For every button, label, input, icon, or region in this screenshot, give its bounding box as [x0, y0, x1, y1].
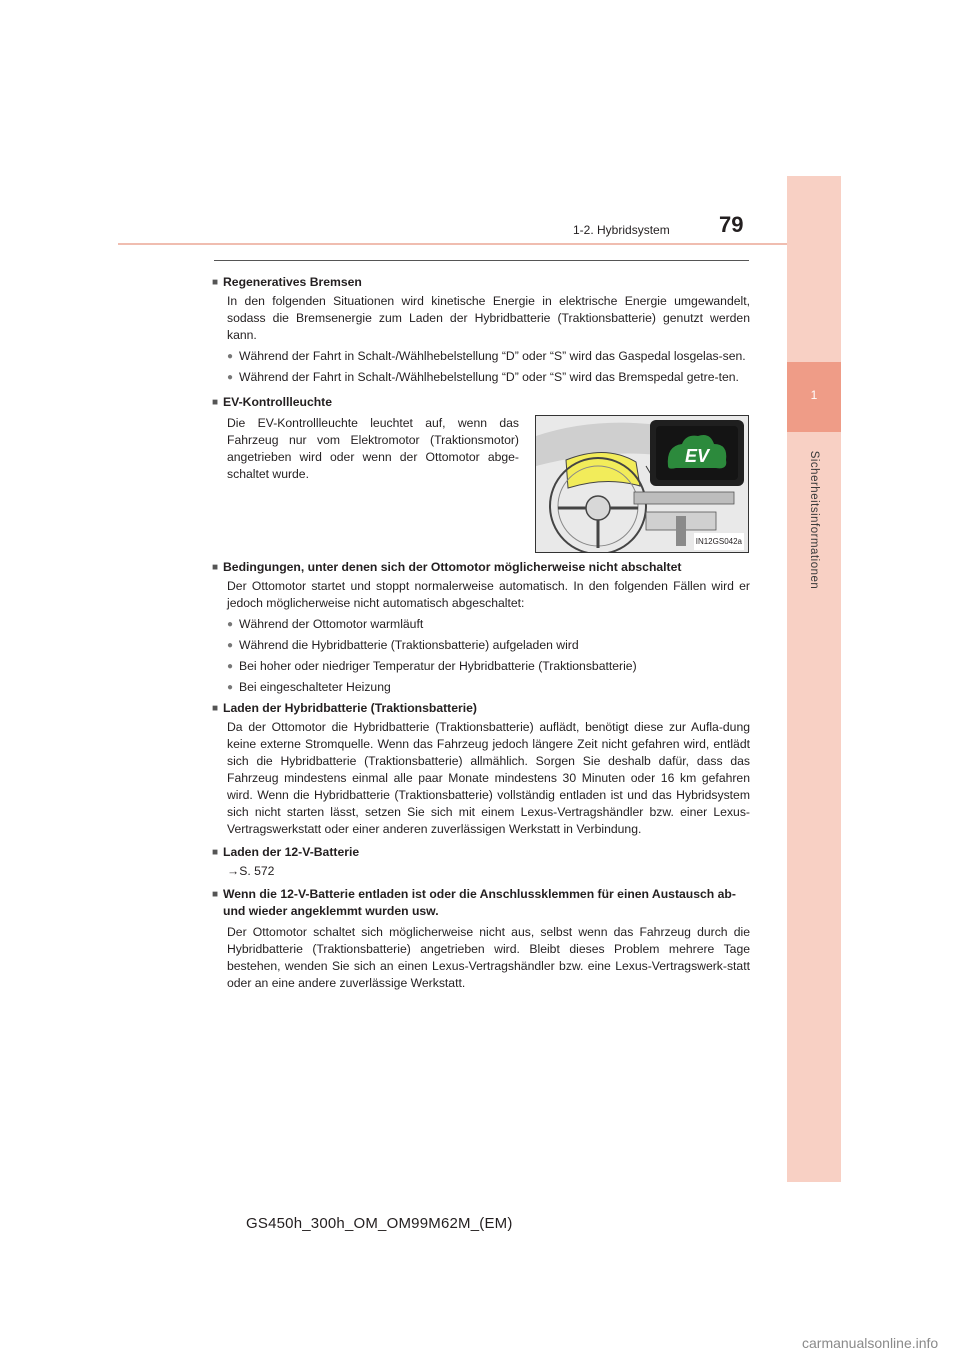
paragraph: Der Ottomotor startet und stoppt normalerweise automatisch. In den folgenden Fällen wird er jedoch möglicherweise nicht automatisch abgeschaltet: [227, 579, 750, 610]
section-heading-text: EV-Kontrollleuchte [223, 395, 333, 409]
square-bullet-icon: ■ [212, 847, 219, 858]
list-item [227, 658, 750, 675]
list-item-text: Während der Fahrt in Schalt-/Wählhebelstellung “D” oder “S” wird das Bremspedal getre-ten. [239, 370, 739, 384]
paragraph: Die EV-Kontrollleuchte leuchtet auf, wenn das Fahrzeug nur vom Elektromotor (Traktionsmotor) angetrieben wird oder wenn der Ottomotor abge-schaltet wurde. [227, 416, 519, 481]
section-heading-text: Regeneratives Bremsen [223, 275, 362, 289]
ev-indicator-label: EV [684, 446, 710, 466]
circle-bullet-icon: ● [227, 619, 234, 630]
circle-bullet-icon: ● [227, 682, 234, 693]
list-item-text: Bei eingeschalteter Heizung [239, 680, 391, 694]
section-heading [212, 700, 750, 717]
list-item [227, 616, 750, 633]
ev-block [212, 413, 750, 553]
circle-bullet-icon: ● [227, 661, 234, 672]
content-rule [214, 260, 749, 261]
ev-indicator-figure [535, 415, 749, 553]
side-tab [787, 176, 841, 1182]
page-content [212, 270, 750, 992]
chapter-title: Sicherheitsinformationen [808, 450, 820, 590]
paragraph: Da der Ottomotor die Hybridbatterie (Traktionsbatterie) auflädt, benötigt diese zur Aufla-dung keine externe Stromquelle. Wenn das Fahrzeug jedoch längere Zeit nicht gefahren wird, entlädt sich die Hybridbatterie (Traktionsbatterie) allmählich. Sorgen Sie deshalb dafür, dass das Fahrzeug mindestens einmal alle paar Monate mindestens 30 Minuten oder 16 km gefahren wird. Wenn die Hybridbatterie (Traktionsbatterie) vollständig entladen ist und das Hybridsystem sich nicht starten lässt, setzen Sie sich mit einem Lexus-Vertragshändler bzw. einer Lexus-Vertragswerkstatt oder einer anderen zuverlässigen Werkstatt in Verbindung. [227, 720, 750, 836]
section-heading [212, 886, 750, 920]
dashboard-illustration [536, 416, 748, 552]
circle-bullet-icon: ● [227, 640, 234, 651]
list-item-text: Bei hoher oder niedriger Temperatur der Hybridbatterie (Traktionsbatterie) [239, 659, 637, 673]
paragraph: Der Ottomotor schaltet sich möglicherweise nicht aus, selbst wenn das Fahrzeug durch die Hybridbatterie (Traktionsbatterie) angetrieben wird. Bleibt dieses Problem mehrere Tage bestehen, wenden Sie sich an einen Lexus-Vertragshändler bzw. eine Lexus-Vertragswerk-statt oder an eine andere zuverlässige Werkstatt. [227, 925, 750, 990]
list-item [227, 637, 750, 654]
circle-bullet-icon: ● [227, 372, 234, 383]
square-bullet-icon: ■ [212, 562, 219, 573]
watermark: carmanualsonline.info [802, 1335, 939, 1351]
section-heading [212, 559, 750, 576]
section-heading-text: Laden der Hybridbatterie (Traktionsbatterie) [223, 701, 477, 715]
running-head: 1-2. Hybridsystem [573, 223, 670, 237]
section-heading-text: Wenn die 12-V-Batterie entladen ist oder die Anschlussklemmen für einen Austausch ab- und wieder angeklemmt wurden usw. [223, 887, 736, 918]
section-heading-text: Laden der 12-V-Batterie [223, 845, 360, 859]
header-divider [118, 243, 787, 245]
list-item-text: Während der Ottomotor warmläuft [239, 617, 424, 631]
list-item [227, 679, 750, 696]
section-heading-text: Bedingungen, unter denen sich der Ottomotor möglicherweise nicht abschaltet [223, 560, 682, 574]
square-bullet-icon: ■ [212, 397, 219, 408]
chapter-number: 1 [810, 388, 818, 402]
square-bullet-icon: ■ [212, 889, 219, 900]
list-item-text: Während der Fahrt in Schalt-/Wählhebelstellung “D” oder “S” wird das Gaspedal losgelas-sen. [239, 349, 746, 363]
square-bullet-icon: ■ [212, 277, 219, 288]
square-bullet-icon: ■ [212, 703, 219, 714]
list-item [227, 348, 750, 365]
page-reference-link[interactable]: →S. 572 [227, 864, 275, 878]
paragraph: In den folgenden Situationen wird kinetische Energie in elektrische Energie umgewandelt, sodass die Bremsenergie zum Laden der Hybridbatterie (Traktionsbatterie) genutzt werden kann. [227, 294, 750, 342]
figure-code: IN12GS042a [694, 533, 744, 550]
section-heading [212, 394, 750, 411]
section-heading [212, 274, 750, 291]
list-item [227, 369, 750, 386]
circle-bullet-icon: ● [227, 351, 234, 362]
page-number: 79 [719, 212, 744, 237]
section-heading [212, 844, 750, 861]
list-item-text: Während die Hybridbatterie (Traktionsbatterie) aufgeladen wird [239, 638, 579, 652]
document-code: GS450h_300h_OM_OM99M62M_(EM) [246, 1215, 513, 1232]
